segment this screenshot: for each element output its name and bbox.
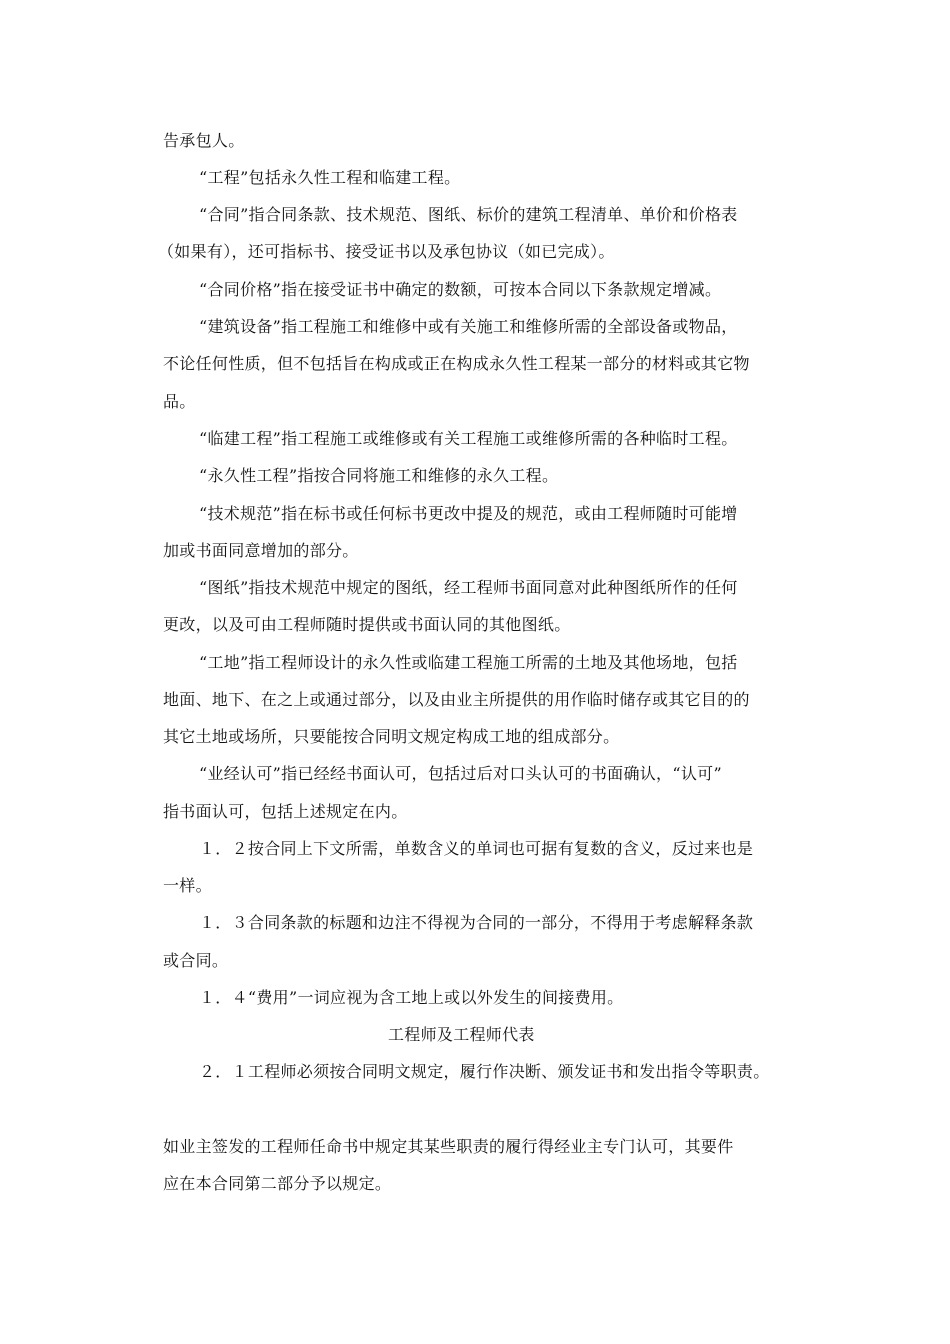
text-line: 加或书面同意增加的部分。	[163, 541, 359, 560]
text-line: “工地”指工程师设计的永久性或临建工程施工所需的土地及其他场地，包括	[199, 653, 738, 672]
text-line: “合同价格”指在接受证书中确定的数额，可按本合同以下条款规定增减。	[199, 280, 722, 299]
text-line: “临建工程”指工程施工或维修或有关工程施工或维修所需的各种临时工程。	[199, 429, 738, 448]
text-line: 一样。	[163, 876, 212, 895]
text-line: “合同”指合同条款、技术规范、图纸、标价的建筑工程清单、单价和价格表	[199, 205, 738, 224]
text-line: 品。	[163, 392, 196, 411]
text-line: １．２按合同上下文所需，单数含义的单词也可据有复数的含义，反过来也是	[199, 839, 754, 858]
text-line: 或合同。	[163, 951, 229, 970]
text-line: “技术规范”指在标书或任何标书更改中提及的规范，或由工程师随时可能增	[199, 504, 738, 523]
text-line: 其它土地或场所，只要能按合同明文规定构成工地的组成部分。	[163, 727, 620, 746]
section-heading: 工程师及工程师代表	[388, 1025, 535, 1044]
text-line: 地面、地下、在之上或通过部分，以及由业主所提供的用作临时储存或其它目的的	[163, 690, 750, 709]
text-line: “业经认可”指已经经书面认可，包括过后对口头认可的书面确认，“认可”	[199, 764, 722, 783]
text-line: “工程”包括永久性工程和临建工程。	[199, 168, 461, 187]
text-line: 应在本合同第二部分予以规定。	[163, 1174, 392, 1193]
text-line: 如业主签发的工程师任命书中规定其某些职责的履行得经业主专门认可，其要件	[163, 1137, 734, 1156]
text-line: “建筑设备”指工程施工和维修中或有关施工和维修所需的全部设备或物品，	[199, 317, 738, 336]
text-line: １．４“费用”一词应视为含工地上或以外发生的间接费用。	[199, 988, 624, 1007]
text-line: “图纸”指技术规范中规定的图纸，经工程师书面同意对此种图纸所作的任何	[199, 578, 738, 597]
text-line: 指书面认可，包括上述规定在内。	[163, 802, 408, 821]
text-line: ２．１工程师必须按合同明文规定，履行作决断、颁发证书和发出指令等职责。	[199, 1062, 770, 1081]
text-line: 不论任何性质，但不包括旨在构成或正在构成永久性工程某一部分的材料或其它物	[163, 354, 750, 373]
text-line: （如果有），还可指标书、接受证书以及承包协议（如已完成）。	[158, 242, 615, 261]
text-line: “永久性工程”指按合同将施工和维修的永久工程。	[199, 466, 559, 485]
text-line: １．３合同条款的标题和边注不得视为合同的一部分，不得用于考虑解释条款	[199, 913, 754, 932]
text-line: 告承包人。	[163, 131, 245, 150]
text-line: 更改，以及可由工程师随时提供或书面认同的其他图纸。	[163, 615, 571, 634]
